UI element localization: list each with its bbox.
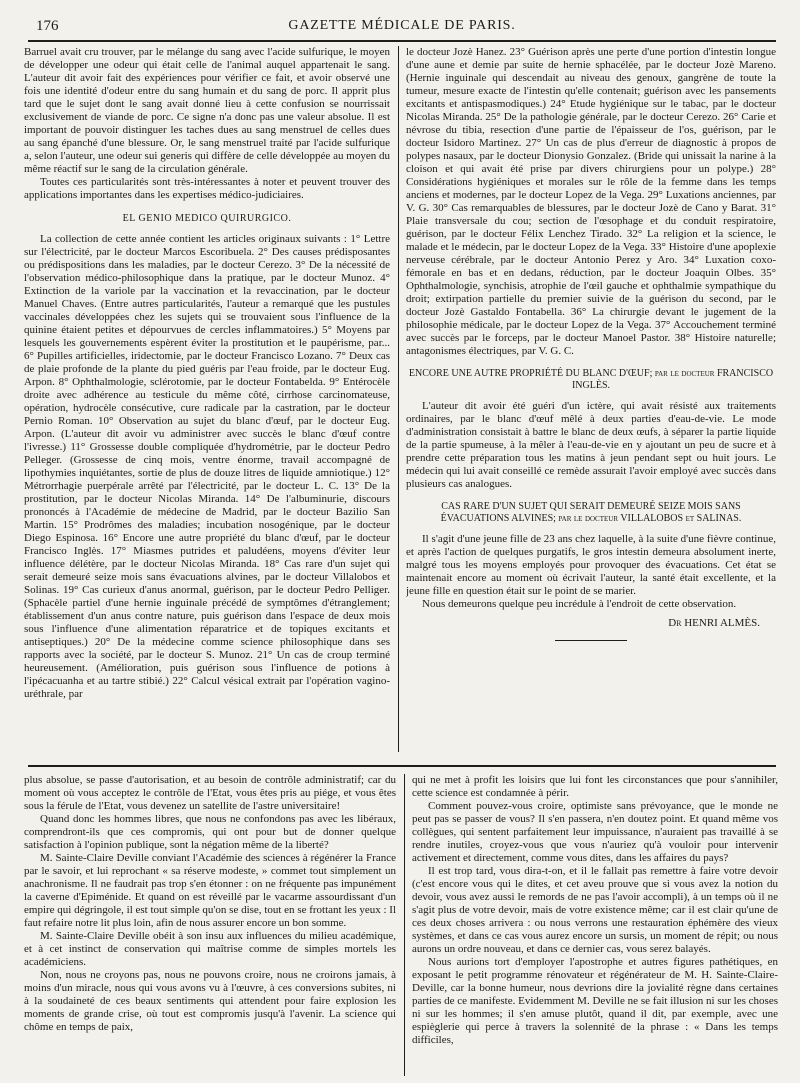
article-paragraph: qui ne met à profit les loisirs que lui font les circonstances que pour s'annihiler, cette science est condamnée à périr. [412,774,778,799]
column-divider-lower [404,774,405,1076]
article-heading: CAS RARE D'UN SUJET QUI SERAIT DEMEURÉ SEIZE MOIS SANS ÉVACUATIONS ALVINES; par le docteur VILLALOBOS et SALINAS. [440,501,742,524]
author-signature: Dr HENRI ALMÈS. [668,617,760,629]
page-number: 176 [36,18,59,34]
journal-title: GAZETTE MÉDICALE DE PARIS. [288,18,516,33]
column-divider-upper [398,46,399,752]
article-paragraph: Il est trop tard, vous dira-t-on, et il le fallait pas remettre à faire votre devoir (c'est encore vous qui le dites, et cet aveu prouve que si vous avez la notion du devoir, vous avez aussi le remords de ne pas l'avoir accompli), à un temps où il ne s'agit plus de votre devoir, mais de votre existence même; car il est clair qu'une de ces deux choses arrivera : ou nous verrons une restauration éphémère des vieux systèmes, et dans ce cas vous aurez encore un sursis, un moment de répit; ou nous aurons un ordre nouveau, et dans ce dernier cas, vous serez balayés. [412,865,778,955]
lower-left-column [24,774,396,1076]
article-paragraph: Nous demeurons quelque peu incrédule à l'endroit de cette observation. [422,598,737,610]
section-title: EL GENIO MEDICO QUIRURGICO. [122,213,292,224]
header-rule [28,40,776,42]
article-paragraph: M. Sainte-Claire Deville conviant l'Académie des sciences à régénérer la France par le savoir, et lui reprochant « sa réserve modeste, » commet tout simplement un anachronisme. Il ne faudrait pas trop s'en étonner : on ne fréquente pas impunément la caverne d'Epiménide. Et quand on est réveillé par le vacarme assourdissant d'un empire qui dégringole, il est tout simple qu'on se dise, tout en se frottant les yeux : Il faut refaire notre lit plus loin, afin de nous assurer encore un bon somme. [24,852,396,929]
article-paragraph: Comment pouvez-vous croire, optimiste sans prévoyance, que le monde ne peut pas se passer de vous? Il s'en passera, n'en doutez point. Et quand même vos collègues, qui sentent parfaitement leur impuissance, n'auraient pas travaillé à se rendre inutiles, croyez-vous que vous n'auriez qu'à vouloir pour intervenir activement et directement, comme vous dites, dans les affaires du pays? [412,800,778,864]
article-paragraph: Il s'agit d'une jeune fille de 23 ans chez laquelle, à la suite d'une fièvre continue, et après l'action de quelques purgatifs, le gros intestin demeura absolument inerte, malgré tous les moyens employés pour provoquer des évacuations. Cet état se maintenait encore au moment où écrivait l'auteur, la santé était excellente, et la jeune fille en question était sur le point de se marier. [406,533,776,597]
article-heading: ENCORE UNE AUTRE PROPRIÉTÉ DU BLANC D'ŒUF; par le docteur FRANCISCO INGLÈS. [408,368,774,391]
article-paragraph: La collection de cette année contient les articles originaux suivants : 1° Lettre sur l'électricité, par le docteur Marcos Escoribuela. 2° Des causes prédisposantes ou prédispositions dans les maladies, par le docteur Cerezo. 3° De la nécessité de l'observation médico-philosophique dans la pratique, par le docteur Munoz. 4° Extinction de la variole par la vaccination et la revaccination, par le docteur Manuel Chaves. (Entre autres particularités, l'auteur a remarqué que les pustules vaccinales développées chez les sujets qui se trouvaient sous l'influence de la quinine étaient petites et dépourvues de cercles inflammatoires.) 5° Moyens par lesquels les gouvernements espèrent éviter la prostitution et le paupérisme, par... 6° Pupilles artificielles, iridectomie, par le docteur Francisco Lozano. 7° Deux cas de plaie profonde de la plante du pied guéris par l'eau froide, par le docteur Eug. Arpon. 8° Ophthalmologie, sclérotomie, par le docteur Fontabelda. 9° Entérocèle droite avec adhérence au testicule du même côté, cirrhose carcinomateuse, opération, hydrocèle consécutive, cure radicale par la castration, par le docteur Pernio Roman. 10° Observation au sujet du blanc d'œuf, par le docteur Eug. Arpon. (L'auteur dit avoir vu administrer avec succès le blanc d'œuf contre l'ivresse.) 11° Grossesse double compliquée d'hydrométrie, par le docteur Pedro Pelleger. (Grossesse de cinq mois, ventre énorme, travail accompagné de lipothymies inquiétantes, sortie de plus de douze litres de liquide amniotique.) 12° Métrorrhagie puerpérale arrêté par l'électricité, par le docteur L. C. 13° De la prostitution, par le docteur Nicolas Miranda. 14° De l'albuminurie, discours prononcés à l'Académie de médecine de Madrid, par le docteur Bazilio San Martin. 15° Prodrômes des maladies; incubation nosogénique, par le docteur Diego Espinosa. 16° Encore une autre propriété du blanc d'œuf, par le docteur Francisco Inglès. 17° Miasmes putrides et paludéens, moyens d'éviter leur influence délétère, par le docteur Nicolas Miranda. 18° Cas rare d'un sujet qui serait demeuré seize mois sans évacuations alvines, par le docteur Villalobos et Solinas. 19° Cas curieux d'anus anormal, guérison, par le docteur Pedro Pelliger. (Sphacèle partiel d'une hernie inguinale précédé de symptômes d'étranglement; établissement d'un anus contre nature, puis guérison dans l'espace de deux mois sous l'influence d'une alimentation réparatrice et de topiques excitants et antiseptiques.) 20° De la médecine comme science philosophique dans ses rapports avec la société, par le docteur S. Munoz. 21° Un cas de croup terminé heureusement. (Amélioration, puis guérison sous l'influence de potions à l'ipécacuanha et au tartre stibié.) 22° Calcul vésical extrait par l'opération vagino-uréthrale, par [24,233,390,700]
article-paragraph: Barruel avait cru trouver, par le mélange du sang avec l'acide sulfurique, le moyen de développer une odeur qui était celle de l'animal auquel appartenait le sang. L'auteur dit avoir fait des expériences pour vérifier ce fait, et avoir observé une fois une identité d'odeur entre du sang humain et du sang de porc. Il apprit plus tard que le sujet dont le sang avait donné lieu à cette confusion se nourrissait exclusivement de viande de porc. Ce signe n'a donc pas une valeur absolue. Il est important de pouvoir distinguer les taches dues au sang menstruel de celles dues au sang épanché d'une blessure. Or, le sang menstruel traité par l'acide sulfurique a, selon l'auteur, une odeur sui generis qui diffère de celle développée au moyen du même réactif sur le sang de la circulation générale. [24,46,390,175]
article-paragraph: Quand donc les hommes libres, que nous ne confondons pas avec les libéraux, comprendront-ils que ces compromis, qui ont pour but de donner quelque satisfaction à l'opinion publique, sont la négation même de la liberté? [24,813,396,851]
page-header [28,14,776,40]
section-separator-rule [28,765,776,767]
article-paragraph: Nous aurions tort d'employer l'apostrophe et autres figures pathétiques, en exposant le petit programme rénovateur et régénérateur de M. H. Sainte-Claire-Deville, car la bonne humeur, nous devrions dire la jovialité règne dans certaines parties de ce manifeste. Evidemment M. Deville ne se fait illusion ni sur les choses ni sur les hommes; il s'en amuse plutôt, quand il dit, par exemple, avec une espièglerie qui perce à travers la solennité de la phrase : « Dans les temps difficiles, [412,956,778,1046]
upper-left-column [24,46,390,752]
article-paragraph: Non, nous ne croyons pas, nous ne pouvons croire, nous ne croirons jamais, à moins d'un miracle, nous qui vous avons vu à l'œuvre, à ces conversions subites, ni à la soudaineté de ces beaux sentiments qui attendent pour faire explosion les moments de grande crise, où tout est compromis jusqu'à l'avenir. La science qui chôme en temps de paix, [24,969,396,1033]
lower-right-column [412,774,778,1076]
upper-right-column [406,46,776,752]
article-paragraph: Toutes ces particularités sont très-intéressantes à noter et peuvent trouver des applications importantes dans les expertises médico-judiciaires. [24,176,390,201]
article-paragraph: L'auteur dit avoir été guéri d'un ictère, qui avait résisté aux traitements ordinaires, par le blanc d'œuf mêlé à deux parties d'eau-de-vie. Le mode d'administration consistait à battre le blanc de deux œufs, à séparer la partie liquide de la partie spumeuse, à la mêler à l'eau-de-vie en y ajoutant un peu de sucre et à prendre cette préparation tous les matins à jeun pendant sept ou huit jours. Le médecin qui lui avait conseillé ce remède assurait l'avoir employé avec succès dans plusieurs cas analogues. [406,400,776,490]
article-paragraph: M. Sainte-Claire Deville obéit à son insu aux influences du milieu académique, et à cet instinct de conservation qui maîtrise comme de simples mortels les académiciens. [24,930,396,968]
article-paragraph: plus absolue, se passe d'autorisation, et au besoin de contrôle administratif; car du moment où vous acceptez le contrôle de l'Etat, vous êtes pris au piége, et vous êtes sous la férule de l'Etat, vous devenez un satellite de l'astre universitaire! [24,774,396,812]
article-paragraph: le docteur Jozè Hanez. 23° Guérison après une perte d'une portion d'intestin longue d'une aune et demie par suite de hernie sphacélée, par le docteur Jozè Mareno. (Hernie inguinale qui descendait au niveau des genoux, gangrène de toute la tumeur, mesure exacte de l'intestin qu'elle contenait; guérison avec les pansements excitants et antispasmodiques.) 24° Etude hygiénique sur le tabac, par le docteur Nicolas Miranda. 25° De la pathologie générale, par le docteur Cerezo. 26° Carie et névrose du tibia, resection d'une partie de l'épaisseur de l'os, guérison, par le docteur Isidoro Martinez. 27° Un cas de plus d'erreur de diagnostic à propos de polypes nasaux, par le docteur Dionysio Gonzalez. (Bride qui unissait la narine à la cloison et qui avait été prise par divers chirurgiens pour un polype.) 28° Considérations hygiéniques et morales sur le rôle de la femme dans les temps anciens et modernes, par le docteur Lopez de la Vega. 29° Luxations anciennes, par V. G. 30° Cas remarquables de blessures, par le docteur Jozè de Cano y Barat. 31° Plaie transversale du cou; section de l'œsophage et du conduit respiratoire, guérison, par le docteur Félix Lenchez Tirado. 32° La religion et la science, le malade et le médecin, par le docteur Lopez de la Vega. 33° Histoire d'une apoplexie nerveuse cérébrale, par le docteur Antonio Perez y Aro. 34° Luxation coxo-fémorale en bas et en dedans, réduction, par le docteur Joaquin Olbes. 35° Ophthalmologie, synchisis, atrophie de l'œil gauche et ophthalmie sympathique du droit; extirpation partielle du premier suivie de la guérison du second, par le docteur Jozè Gastaldo Fontabella. 36° La chirurgie devant le jugement de la philosophie médicale, par le docteur Lopez de la Vega. 37° Accouchement terminé avec succès par le forceps, par le docteur Manoel Pastor. 38° Histoire naturelle; antagonismes électriques, par V. G. C. [406,46,776,357]
end-rule [555,640,627,641]
